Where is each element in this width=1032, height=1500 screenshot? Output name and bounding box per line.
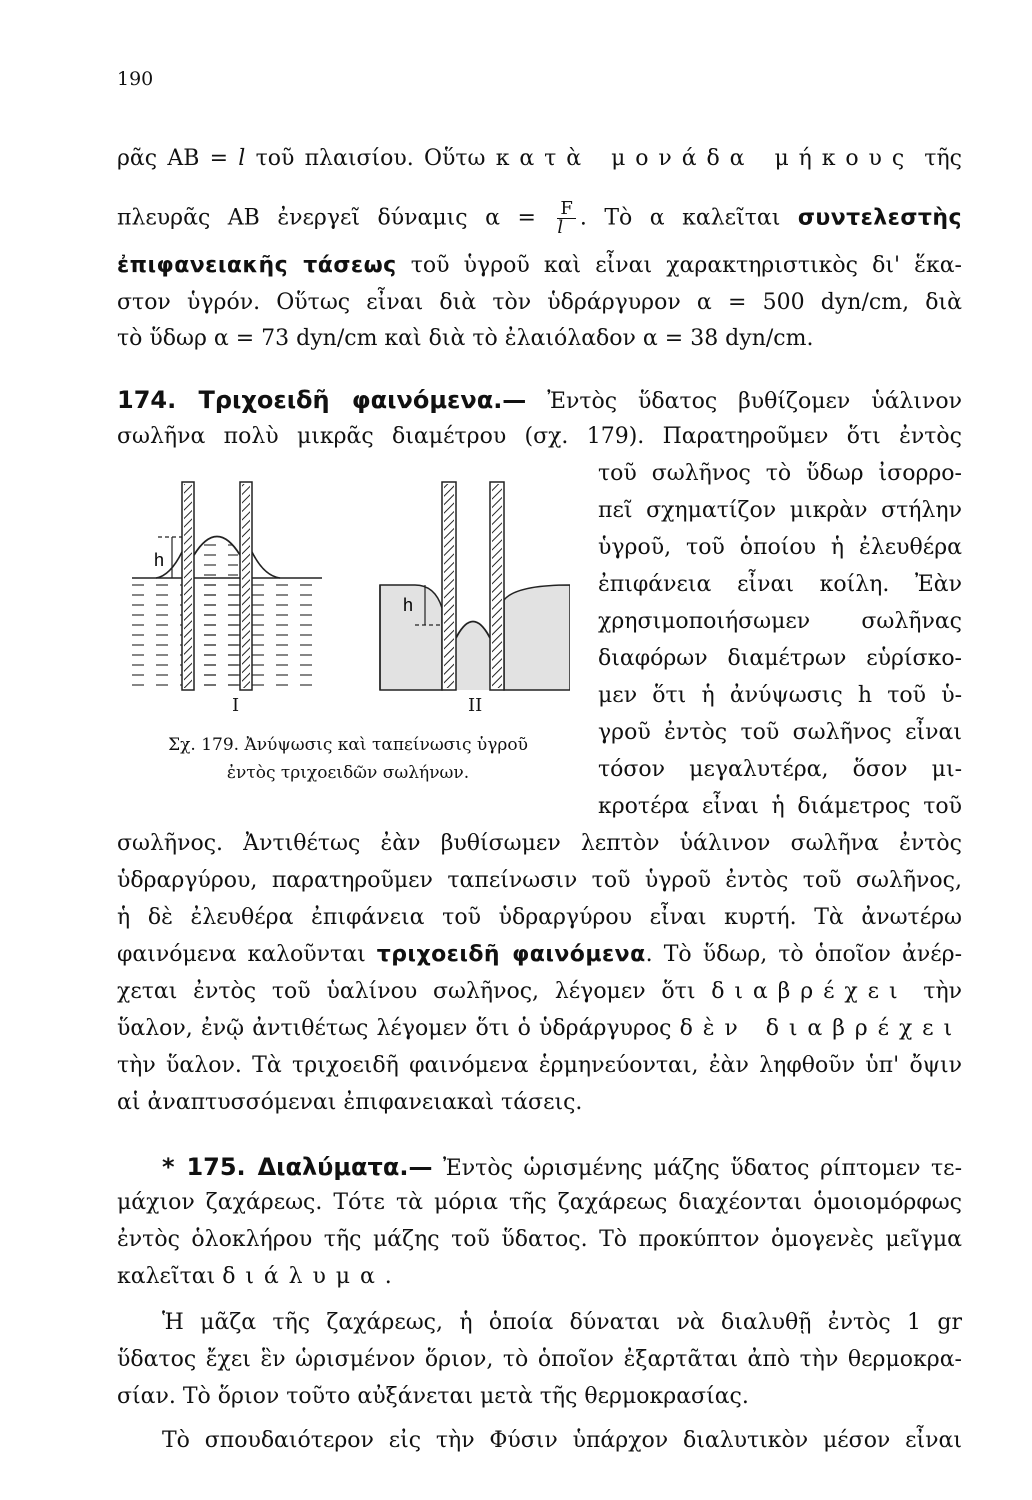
text-line: ὑδραργύρου, παρατηροῦμεν ταπείνωσιν τοῦ ὑγροῦ ἐντὸς τοῦ σωλῆνος, — [117, 868, 962, 893]
text-line: χεται ἐντὸς τοῦ ὑαλίνου σωλῆνος, λέγομεν ὅτι διαβρέχει τὴν — [117, 979, 962, 1004]
text-line: ὕδατος ἔχει ἓν ὡρισμένον ὅριον, τὸ ὁποῖον ἐξαρτᾶται ἀπὸ τὴν θερμοκρα- — [117, 1347, 962, 1372]
text-line: φαινόμενα καλοῦνται τριχοειδῆ φαινόμενα. Τὸ ὕδωρ, τὸ ὁποῖον ἀνέρ- — [117, 942, 962, 967]
text-line: τὸ ὕδωρ α = 73 dyn/cm καὶ διὰ τὸ ἐλαιόλαδον α = 38 dyn/cm. — [117, 326, 814, 351]
narrow-line: κροτέρα εἶναι ἡ διάμετρος τοῦ — [598, 794, 962, 819]
figure-caption: ἐντὸς τριχοειδῶν σωλήνων. — [226, 763, 470, 783]
diagram-mercury-depression — [380, 482, 570, 690]
h-label-right: h — [403, 595, 414, 615]
narrow-line: πεῖ σχηματίζον μικρὰν στήλην — [598, 498, 962, 523]
text-line: Τὸ σπουδαιότερον εἰς τὴν Φύσιν ὑπάρχον διαλυτικὸν μέσον εἶναι — [162, 1428, 962, 1453]
narrow-line: γροῦ ἐντὸς τοῦ σωλῆνος εἶναι — [598, 720, 962, 745]
narrow-line: τοῦ σωλῆνος τὸ ὕδωρ ἰσορρο- — [598, 461, 962, 486]
bold-term: ἐπιφανειακῆς τάσεως — [117, 253, 397, 278]
label-I: I — [232, 695, 240, 716]
emphasis-spaced: διάλυμα. — [222, 1264, 402, 1289]
text-line: σωλῆνος. Ἀντιθέτως ἐὰν βυθίσωμεν λεπτὸν ὑάλινον σωλῆνα ἐντὸς — [117, 831, 962, 856]
diagram-water-rise — [132, 482, 322, 690]
label-II: II — [468, 695, 483, 716]
narrow-line: διαφόρων διαμέτρων εὑρίσκο- — [598, 646, 962, 671]
text-line: πλευρᾶς AB ἐνεργεῖ δύναμις α = $\frac{F}{l}$ . Τὸ α καλεῖται συντελεστὴς — [117, 198, 962, 238]
bold-term: τριχοειδῆ φαινόμενα — [376, 942, 646, 967]
page-number: 190 — [117, 68, 154, 90]
text-line: σίαν. Τὸ ὅριον τοῦτο αὐξάνεται μετὰ τῆς θερμοκρασίας. — [117, 1384, 749, 1409]
narrow-line: τόσον μεγαλυτέρα, ὅσον μι- — [598, 757, 962, 782]
narrow-line: μεν ὅτι ἡ ἀνύψωσις h τοῦ ὑ- — [598, 683, 962, 708]
fraction: $\frac{F}{l}$ — [557, 200, 576, 237]
narrow-line: χρησιμοποιήσωμεν σωλῆνας — [598, 609, 962, 634]
text-line: Ἡ μᾶζα τῆς ζαχάρεως, ἡ ὁποία δύναται νὰ διαλυθῇ ἐντὸς 1 gr — [162, 1310, 962, 1335]
emphasis-spaced: κατὰ μονάδα μήκους — [495, 146, 915, 171]
narrow-line: ὑγροῦ, τοῦ ὁποίου ἡ ἐλευθέρα — [598, 535, 962, 560]
text-line: ὕαλον, ἐνῷ ἀντιθέτως λέγομεν ὅτι ὁ ὑδράργυρος δὲν διαβρέχει — [117, 1016, 962, 1041]
text-line: μάχιον ζαχάρεως. Τότε τὰ μόρια τῆς ζαχάρεως διαχέονται ὁμοιομόρφως — [117, 1190, 962, 1215]
text-line: ἐντὸς ὁλοκλήρου τῆς μάζης τοῦ ὕδατος. Τὸ προκύπτον ὁμογενὲς μεῖγμα — [117, 1227, 962, 1252]
h-label-left: h — [154, 550, 165, 570]
emphasis-spaced: διαβρέχει — [711, 979, 908, 1004]
text-line: στον ὑγρόν. Οὕτως εἶναι διὰ τὸν ὑδράργυρον α = 500 dyn/cm, διὰ — [117, 290, 962, 315]
narrow-line: ἐπιφάνεια εἶναι κοίλη. Ἐὰν — [598, 572, 962, 597]
text-line: αἱ ἀναπτυσσόμεναι ἐπιφανειακαὶ τάσεις. — [117, 1090, 583, 1115]
text-line: σωλῆνα πολὺ μικρᾶς διαμέτρου (σχ. 179). Παρατηροῦμεν ὅτι ἐντὸς — [117, 424, 962, 449]
text-line: ἡ δὲ ἐλευθέρα ἐπιφάνεια τοῦ ὑδραργύρου εἶναι κυρτή. Τὰ ἀνωτέρω — [117, 905, 962, 930]
section-heading: * 175. Διαλύματα.— — [162, 1153, 433, 1181]
section-174-heading-line: 174. Τριχοειδῆ φαινόμενα.— Ἐντὸς ὕδατος βυθίζομεν ὑάλινον — [117, 386, 962, 414]
bold-term: συντελεστὴς — [797, 205, 962, 231]
emphasis-spaced: δὲν διαβρέχει — [679, 1016, 962, 1041]
figure-caption: Σχ. 179. Ἀνύψωσις καὶ ταπείνωσις ὑγροῦ — [168, 735, 528, 755]
section-heading: 174. Τριχοειδῆ φαινόμενα.— — [117, 386, 527, 414]
text-line: ἐπιφανειακῆς τάσεως τοῦ ὑγροῦ καὶ εἶναι χαρακτηριστικὸς δι' ἕκα- — [117, 253, 962, 278]
text-line: ρᾶς AB = l τοῦ πλαισίου. Οὕτω κατὰ μονάδα μήκους τῆς — [117, 146, 962, 171]
section-175-heading-line: * 175. Διαλύματα.— Ἐντὸς ὡρισμένης μάζης ὕδατος ρίπτομεν τε- — [162, 1153, 962, 1181]
capillary-figure — [130, 470, 570, 720]
text-line: καλεῖται διάλυμα. — [117, 1264, 402, 1289]
text-line: τὴν ὕαλον. Τὰ τριχοειδῆ φαινόμενα ἑρμηνεύονται, ἐὰν ληφθοῦν ὑπ' ὄψιν — [117, 1053, 962, 1078]
